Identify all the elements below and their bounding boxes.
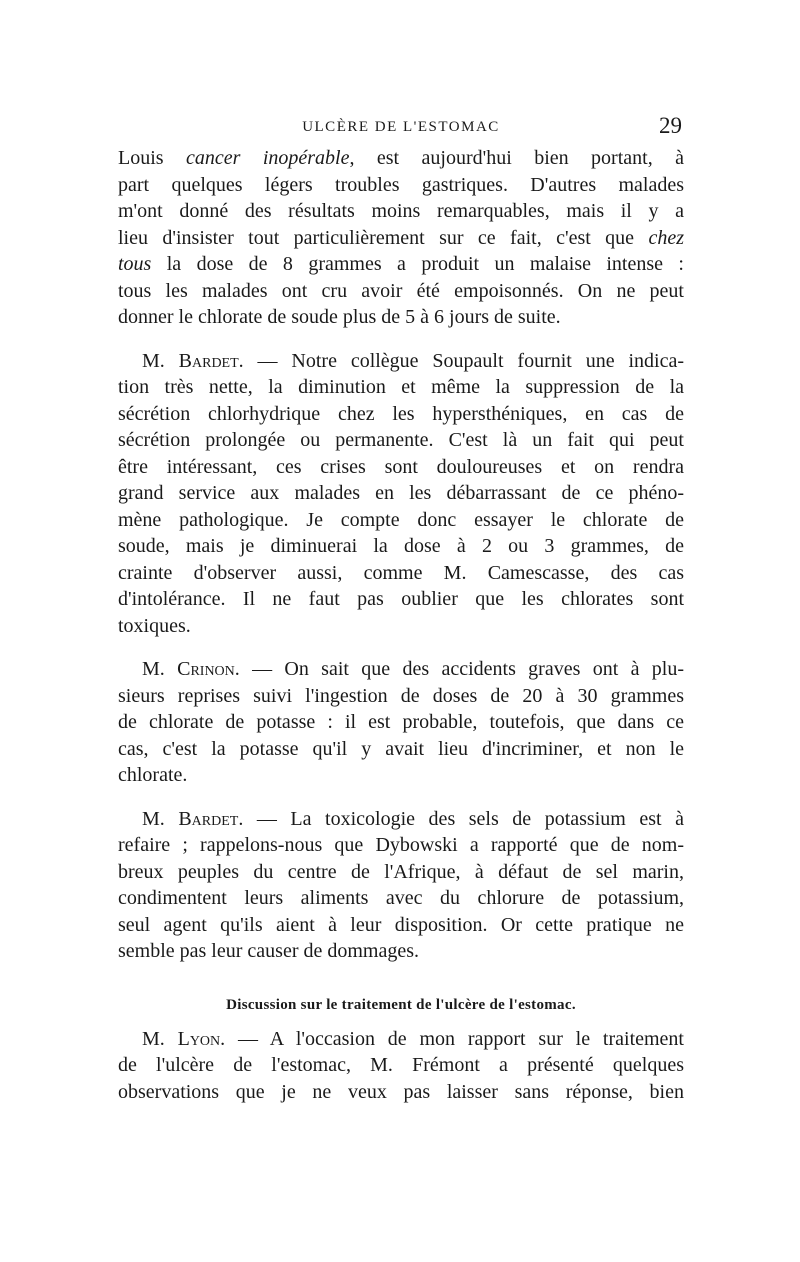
text-line: soude, mais je diminuerai la dose à 2 ou 3 grammes, de (118, 535, 684, 557)
text-line: chlorate. (118, 764, 188, 786)
paragraph-3 (118, 656, 684, 789)
speaker-name: Bardet (178, 349, 239, 372)
speaker-name: Bardet (178, 807, 239, 830)
text-line: seul agent qu'ils aient à leur disposition. Or cette pratique ne (118, 913, 684, 936)
speaker-name: Crinon (177, 658, 235, 680)
text-line: être intéressant, ces crises sont douloureuses et on rendra (118, 455, 684, 478)
text-line: toxiques. (118, 614, 191, 637)
text-line: breux peuples du centre de l'Afrique, à défaut de sel marin, (118, 860, 684, 883)
text-line: de l'ulcère de l'estomac, M. Frémont a présenté quelques (118, 1054, 684, 1076)
text-line: M. Lyon. — A l'occasion de mon rapport sur le traitement (142, 1027, 684, 1050)
paragraph-4 (118, 806, 684, 965)
text-line: sécrétion prolongée ou permanente. C'est là un fait qui peut (118, 429, 684, 451)
text-line: tion très nette, la diminution et même la suppression de la (118, 376, 684, 398)
paragraph-5 (118, 1026, 684, 1106)
section-heading: Discussion sur le traitement de l'ulcère de l'estomac. (226, 996, 576, 1013)
text-line: cas, c'est la potasse qu'il y avait lieu d'incriminer, et non le (118, 737, 684, 760)
text-line: M. Crinon. — On sait que des accidents graves ont à plu- (142, 658, 684, 680)
text-line: d'intolérance. Il ne faut pas oublier que les chlorates sont (118, 588, 684, 610)
text-line: m'ont donné des résultats moins remarquables, mais il y a (118, 200, 684, 222)
text-line: part quelques légers troubles gastriques. D'autres malades (118, 173, 684, 196)
text-line: refaire ; rappelons-nous que Dybowski a rapporté que de nom- (118, 834, 684, 856)
text-line: lieu d'insister tout particulièrement sur ce fait, c'est que chez (118, 226, 684, 249)
text-line: semble pas leur causer de dommages. (118, 940, 420, 962)
text-line: tous les malades ont cru avoir été empoisonnés. On ne peut (118, 279, 684, 302)
page-number: 29 (659, 113, 682, 138)
text-line: condimentent leurs aliments avec du chlorure de potassium, (118, 887, 684, 909)
text-line: donner le chlorate de soude plus de 5 à 6 jours de suite. (118, 306, 561, 328)
text-line: M. Bardet. — La toxicologie des sels de potassium est à (142, 807, 684, 830)
running-title: ULCÈRE DE L'ESTOMAC (302, 119, 500, 135)
running-head (118, 113, 684, 143)
text-line: grand service aux malades en les débarrassant de ce phéno- (118, 482, 684, 504)
text-line: de chlorate de potasse : il est probable, toutefois, que dans ce (118, 711, 684, 733)
body-text (118, 145, 684, 1105)
text-line: observations que je ne veux pas laisser sans réponse, bien (118, 1080, 684, 1103)
text-line: Louis cancer inopérable, est aujourd'hui bien portant, à (118, 147, 684, 169)
speaker-name: Lyon (177, 1027, 221, 1050)
text-line: M. Bardet. — Notre collègue Soupault fournit une indica- (142, 349, 684, 372)
text-line: sieurs reprises suivi l'ingestion de doses de 20 à 30 grammes (118, 684, 684, 707)
text-line: sécrétion chlorhydrique chez les hypersthéniques, en cas de (118, 402, 684, 425)
text-line: crainte d'observer aussi, comme M. Camescasse, des cas (118, 561, 684, 584)
text-line: mène pathologique. Je compte donc essayer le chlorate de (118, 508, 684, 531)
paragraph-1 (118, 145, 684, 331)
paragraph-2 (118, 348, 684, 640)
text-line: tous la dose de 8 grammes a produit un malaise intense : (118, 253, 684, 275)
